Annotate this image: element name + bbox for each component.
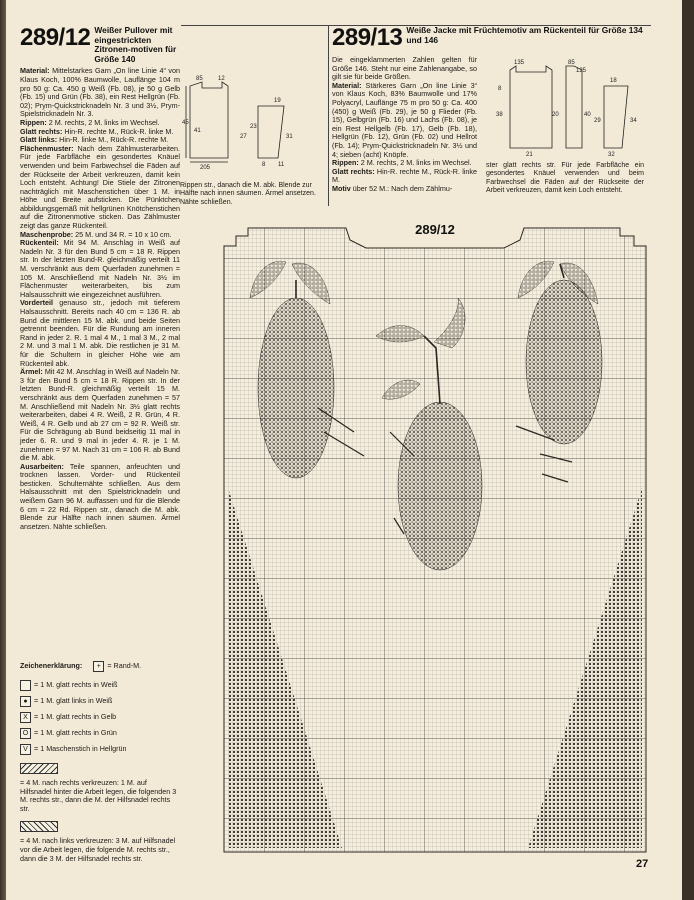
instruction-paragraph [20,145,180,231]
legend-symbol: O [20,728,31,739]
cable-left-symbol [20,821,58,832]
schematic-label: 40 [584,112,591,118]
schematic-label: 85 [568,60,575,66]
schematic-label: 135 [514,60,525,66]
paragraph-lead: Rippen: [332,158,359,168]
paragraph-text: Nach dem Zählmusterarbeiten. Für jede Farbfläche ein gesondertes Knäuel verwenden und beim Farbwechsel die Fäden auf der Rückseite der Arbeit verkreuzen, damit kein Loch entsteht. Achtung! Die Stiele der Zitronen nachträglich mit Maschenstichen über 1 M. in Höhe und Breite aufsticken. Die Pünktchen abbildungsgemäß mit hellgrünen Knötchenstichen auf die Zitronenmotive sticken. Das Zählmuster zeigt das ganze Rückenteil. [20,143,180,231]
instruction-paragraph [20,67,180,119]
jacket-schematic [486,56,646,160]
legend-item [20,744,180,755]
pattern-289-12-instructions [20,26,180,531]
legend-label: = 1 M. glatt links in Weiß [34,696,113,706]
schematic-label: 45 [182,120,189,126]
legend-item [20,728,180,739]
left-diagram-caption: Rippen str., danach die M. abk. Blende zur Hälfte nach innen säumen. Ärmel ansetzen. Nähte schließen. [180,182,316,206]
schematic-label: 11 [278,162,285,168]
edge-stitch-symbol: + [93,661,104,672]
schematic-label: 34 [630,118,637,124]
paragraph-lead: Flächenmuster: [20,143,74,153]
paragraph-lead: Glatt links: [20,135,58,145]
instruction-paragraph [332,168,477,185]
instruction-paragraph [20,463,180,532]
instruction-paragraph [332,185,477,194]
schematic-label: 29 [594,118,601,124]
schematic-label: 21 [526,152,533,158]
paragraph-lead: Glatt rechts: [332,166,375,176]
paragraph-lead: Motiv [332,183,351,193]
schematic-label: 23 [250,124,257,130]
paragraph-lead: Material: [20,66,50,76]
paragraph-text: Mittelstarkes Garn „On line Linie 4“ von Klaus Koch, 100% Baumwolle, Lauflänge 104 m pro 50 g: Ca. 450 g Weiß (Fb. 08), je 50 g Gelb (Fb. 15) und Grün (Fb. 38), ein Rest Hellgrün (Fb. 02); Prym-Quickstricknadeln Nr. 3 und 3½, Prym-Spielstricknadeln Nr. 3. [20,66,180,119]
paragraph-lead: Maschenprobe: [20,229,74,239]
paragraph-text: Hin-R. rechte M., Rück-R. linke M. [62,126,174,136]
paragraph-text: 2 M. rechts, 2 M. links im Wechsel. [46,117,160,127]
instruction-text [20,67,180,531]
legend-symbol: ● [20,696,31,707]
legend-symbol: V [20,744,31,755]
page-number: 27 [636,858,649,870]
schematic-label: 41 [194,128,201,134]
pattern-title: Weißer Pullover mit eingestrickten Zitronen-motiven für Größe 140 [94,25,177,64]
legend-item [20,712,180,723]
schematic-label: 32 [608,152,615,158]
cable-right-label: = 4 M. nach rechts verkreuzen: 1 M. auf Hilfsnadel hinter die Arbeit legen, die folgenden 3 M. rechts str., dann die M. der Hilfsnadel rechts str. [20,778,177,813]
legend-label: = 1 Maschenstich in Hellgrün [34,744,127,754]
paragraph-lead: Rippen: [20,117,47,127]
legend-item [20,680,180,691]
chart-grid [224,218,646,852]
instruction-paragraph [20,239,180,299]
schematic-label: 27 [240,134,247,140]
instruction-paragraph [332,56,477,82]
schematic-label: 19 [274,98,281,104]
schematic-label: 12 [218,76,225,82]
paragraph-text: Stärkeres Garn „On line Linie 3“ von Klaus Koch, 83% Baumwolle und 17% Polyacryl, Lauflänge 75 m pro 50 g: Ca. 400 (450) g Weiß (Fb. 29), je 50 g Flieder (Fb. 15), Gelbgrün (Fb. 16) und Lachs (Fb. 08), je ein Rest Hellgelb (Fb. 17), Gelb (Fb. 18), Hellgrün (Fb. 12), Grün (Fb. 02) und Hellrot (Fb. 14); Prym-Quickstricknadeln Nr. 3½ und 4; sieben (acht) Knöpfe. [332,80,477,159]
schematic-label: 31 [286,134,293,140]
paragraph-text: Teile spannen, anfeuchten und trocknen lassen. Vorder- und Rückenteil besticken. Schulternähte schließen. Aus dem Halsausschnitt mit den Spielstricknadeln und weißem Garn 96 M. auffassen und für die Blende 6 cm = 22 Rd. Rippen str., danach die M. abk. Blende zur Hälfte nach innen säumen. Ärmel ansetzen. Nähte schließen. [20,461,180,531]
paragraph-lead: Glatt rechts: [20,126,63,136]
paragraph-text: Die eingeklammerten Zahlen gelten für Größe 146. Steht nur eine Zahlenangabe, so gilt sie für beide Größen. [332,55,477,82]
schematic-label: 20 [552,112,559,118]
paragraph-text: 2 M. rechts, 2 M. links im Wechsel. [358,158,472,168]
pattern-289-13-instructions [332,56,477,194]
schematic-label: 205 [200,165,211,171]
instruction-text [332,56,477,194]
pattern-289-13-header [332,26,652,50]
paragraph-text: genauso str., jedoch mit tieferem Halsausschnitt. Bereits nach 40 cm = 136 R. ab Bund die mittleren 15 M. abk. und beide Seiten getrennt beenden. Für die Rundung am inneren Rand in jeder 2. R. 1 mal 4 M., 1 mal 3 M., 2 mal 2 M. und 3 mal 1 M. abk. Die restlichen je 31 M. für die Schultern in gleicher Höhe wie am Rückenteil abk. [20,298,180,368]
legend-symbol: X [20,712,31,723]
paragraph-lead: Material: [332,80,362,90]
instruction-paragraph [20,299,180,368]
paragraph-text: Mit 42 M. Anschlag in Weiß auf Nadeln Nr. 3 für den Bund 5 cm = 18 R. Rippen str. In der letzten Bund-R. gleichmäßig verteilt 15 M. verschränkt aus dem Querfaden zunehmen = 57 M. Anschließend mit Nadeln Nr. 3½ glatt rechts weiterarbeiten, dabei 4 R. Weiß, 2 R. Grün, 4 R. Weiß, 4 R. Gelb und ab 27 cm = 92 R. Weiß str. Für die Schrägung ab Bund beidseitig 11 mal in jeder 6. R. und 9 mal in jeder 4. R. je 1 M. zunehmen = 97 M. Nach 31 cm = 106 R. ab Bund die M. abk. [20,367,180,463]
instruction-paragraph [20,368,180,463]
legend-symbol [20,680,31,691]
chart-title: 289/12 [415,222,455,237]
paragraph-lead: Rückenteil: [20,238,59,248]
chart-major-grid [224,228,646,852]
legend-label: = 1 M. glatt rechts in Grün [34,728,117,738]
sweater-schematic [182,72,328,171]
schematic-label: 38 [496,112,503,118]
schematic-label: 8 [498,86,502,92]
legend-label: = 1 M. glatt rechts in Weiß [34,680,118,690]
paragraph-text: über 52 M.: Nach dem Zählmu- [350,183,453,193]
paragraph-lead: Vorderteil [20,298,54,308]
column-divider [328,26,329,206]
legend-item [20,696,180,707]
instruction-paragraph [332,82,477,159]
magazine-page [6,0,682,900]
paragraph-lead: Ausarbeiten: [20,461,64,471]
paragraph-lead: Ärmel: [20,367,43,377]
cable-right-symbol [20,763,58,774]
pattern-number: 289/13 [332,24,403,51]
paragraph-text: 25 M. und 34 R. = 10 x 10 cm. [73,229,172,239]
schematic-label: 125 [576,68,587,74]
pattern-header [20,26,180,64]
schematic-label: 8 [262,162,266,168]
pattern-title: Weiße Jacke mit Früchtemotiv am Rückenteil für Größe 134 und 146 [406,25,643,45]
paragraph-text: Mit 94 M. Anschlag in Weiß auf Nadeln Nr. 3 für den Bund 5 cm = 18 R. Rippen str. In der letzten Bund-R. gleichmäßig verteilt 11 M. verschränkt aus dem Querfaden zunehmen = 105 M. Anschließend mit Nadeln Nr. 3½ im Flächenmuster weiterarbeiten, bis zum Halsausschnitt wie eingezeichnet ausführen. [20,238,180,299]
schematic-label: 18 [610,78,617,84]
cable-left-label: = 4 M. nach links verkreuzen: 3 M. auf Hilfsnadel vor die Arbeit legen, die folgende M. rechts str., dann die 3 M. der Hilfsnadel rechts str. [20,836,176,863]
legend-label: = 1 M. glatt rechts in Gelb [34,712,117,722]
pattern-number: 289/12 [20,24,91,51]
paragraph-text: Hin-R. linke M., Rück-R. rechte M. [57,135,169,145]
knitting-chart [224,218,646,852]
paragraph-text: Hin-R. rechte M., Rück-R. linke M. [332,166,477,185]
edge-stitch-label: = Rand-M. [107,661,142,671]
legend-title: Zeichenerklärung: [20,661,83,671]
legend-items [20,680,180,755]
legend [20,656,180,863]
right-diagram-caption: ster glatt rechts str. Für jede Farbfläche ein gesondertes Knäuel verwenden und beim Farbwechsel die Fäden auf der Rückseite der Arbeit verkreuzen, damit kein Loch entsteht. [486,162,644,195]
schematic-label: 85 [196,76,203,82]
